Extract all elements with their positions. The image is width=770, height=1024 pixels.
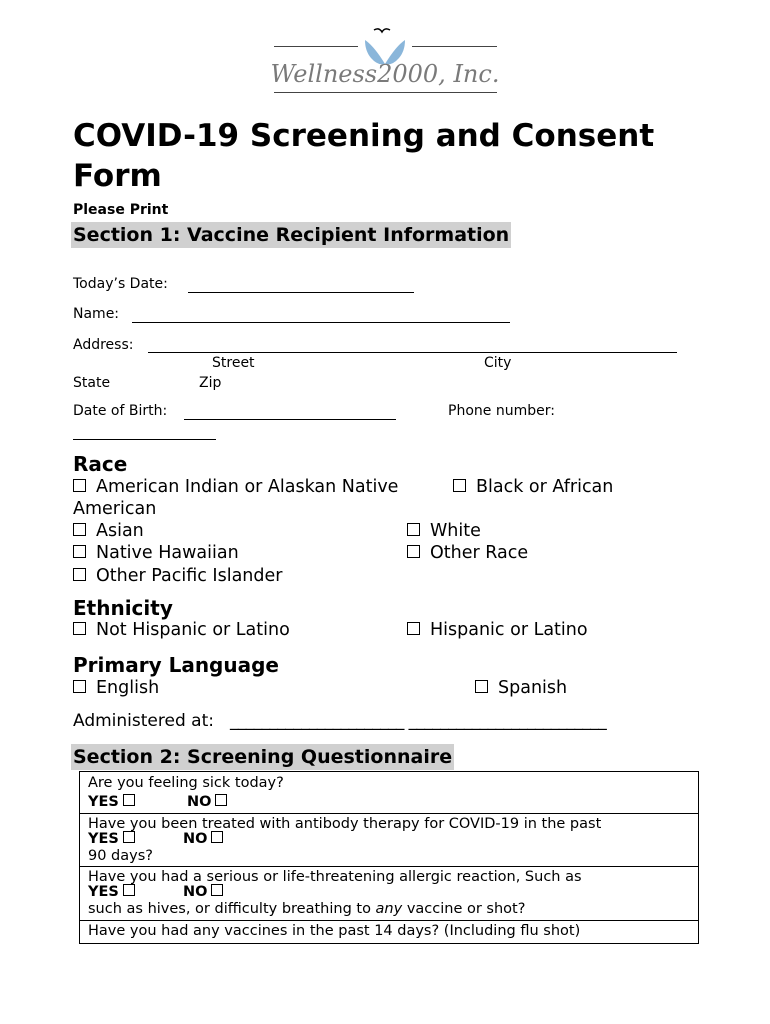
- yes-no-options: YES NO: [88, 831, 135, 847]
- question-row-antibody-therapy: Have you been treated with antibody therapy for COVID-19 in the past YES NO 90 days?: [80, 814, 698, 867]
- checkbox-icon[interactable]: [407, 622, 420, 635]
- dob-field[interactable]: [184, 419, 396, 420]
- logo-company-name: Wellness2000, Inc.: [270, 60, 500, 88]
- checkbox-icon[interactable]: [73, 568, 86, 581]
- yes-no-options: YES NO: [88, 884, 135, 900]
- checkbox-icon[interactable]: [453, 479, 466, 492]
- race-heading: Race: [73, 452, 128, 476]
- question-row-allergic-reaction: Have you had a serious or life-threatening allergic reaction, Such as YES NO such as hives, or difficulty breathing to any vaccine or shot?: [80, 867, 698, 921]
- zip-label: Zip: [199, 375, 222, 391]
- checkbox-icon[interactable]: [73, 680, 86, 693]
- address-field[interactable]: [148, 352, 677, 353]
- question-row-recent-vaccines: Have you had any vaccines in the past 14 days? (Including flu shot): [88, 923, 581, 939]
- phone-label: Phone number:: [448, 403, 555, 419]
- checkbox-icon[interactable]: [407, 523, 420, 536]
- race-option-other-race[interactable]: Other Race: [407, 543, 528, 563]
- checkbox-icon[interactable]: [73, 479, 86, 492]
- checkbox-icon[interactable]: [475, 680, 488, 693]
- race-option-american-indian[interactable]: American Indian or Alaskan Native: [73, 477, 398, 497]
- yes-checkbox-icon[interactable]: [123, 794, 135, 806]
- language-option-spanish[interactable]: Spanish: [475, 678, 567, 698]
- screening-table: [79, 771, 699, 944]
- question-row-sick-today: Are you feeling sick today? YES NO: [80, 772, 698, 814]
- street-label: Street: [212, 355, 255, 371]
- no-checkbox-icon[interactable]: [211, 831, 223, 843]
- race-option-other-pacific[interactable]: Other Pacific Islander: [73, 566, 282, 586]
- todays-date-label: Today’s Date:: [73, 276, 168, 292]
- checkbox-icon[interactable]: [407, 545, 420, 558]
- race-option-native-hawaiian[interactable]: Native Hawaiian: [73, 543, 239, 563]
- instructions-text: Please Print: [73, 202, 169, 218]
- race-option-black-african[interactable]: Black or African: [453, 477, 613, 497]
- ethnicity-heading: Ethnicity: [73, 596, 173, 620]
- ethnicity-option-not-hispanic[interactable]: Not Hispanic or Latino: [73, 620, 290, 640]
- name-label: Name:: [73, 306, 120, 322]
- yes-no-options: YES NO: [88, 794, 135, 810]
- language-option-english[interactable]: English: [73, 678, 159, 698]
- phone-field[interactable]: [73, 439, 216, 440]
- language-heading: Primary Language: [73, 653, 279, 677]
- race-option-asian[interactable]: Asian: [73, 521, 144, 541]
- state-label: State: [73, 375, 111, 391]
- city-label: City: [484, 355, 512, 371]
- ethnicity-option-hispanic[interactable]: Hispanic or Latino: [407, 620, 588, 640]
- administered-label: Administered at:: [73, 711, 214, 731]
- page-title: COVID-19 Screening and Consent Form: [73, 118, 655, 194]
- section2-heading: Section 2: Screening Questionnaire: [73, 746, 453, 768]
- no-checkbox-icon[interactable]: [215, 794, 227, 806]
- dob-label: Date of Birth:: [73, 403, 168, 419]
- checkbox-icon[interactable]: [73, 545, 86, 558]
- no-checkbox-icon[interactable]: [211, 884, 223, 896]
- section1-heading: Section 1: Vaccine Recipient Information: [73, 224, 510, 246]
- checkbox-icon[interactable]: [73, 523, 86, 536]
- administered-field[interactable]: ______________________ _________________________: [230, 711, 607, 731]
- checkbox-icon[interactable]: [73, 622, 86, 635]
- race-option-american-wrap: American: [73, 499, 157, 519]
- address-label: Address:: [73, 337, 134, 353]
- race-option-white[interactable]: White: [407, 521, 481, 541]
- name-field[interactable]: [132, 322, 510, 323]
- todays-date-field[interactable]: [188, 292, 414, 293]
- yes-checkbox-icon[interactable]: [123, 884, 135, 896]
- company-logo: [270, 22, 500, 96]
- yes-checkbox-icon[interactable]: [123, 831, 135, 843]
